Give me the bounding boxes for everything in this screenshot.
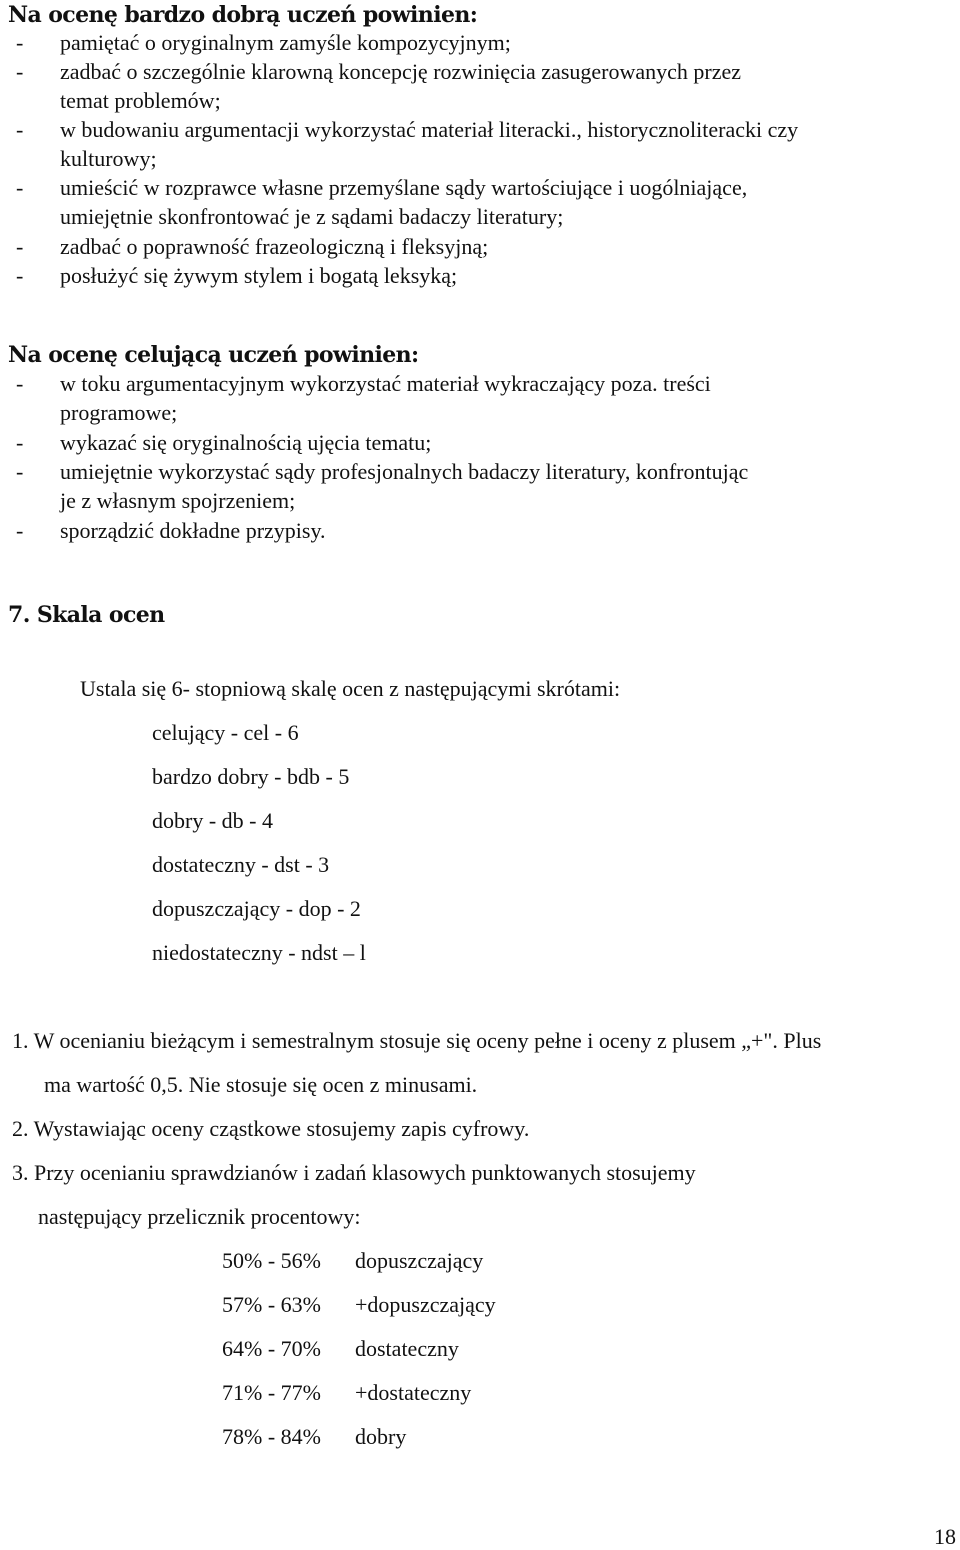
list-item-text: kulturowy; [60,146,157,171]
rule-continuation: ma wartość 0,5. Nie stosuje się ocen z minusami. [44,1072,478,1097]
very-good-heading: Na ocenę bardzo dobrą uczeń powinien: [8,2,478,28]
list-item-text: w budowaniu argumentacji wykorzystać materiał literacki., historycznoliteracki czy [60,117,799,142]
percent-grade: dobry [355,1424,407,1449]
list-dash: - [16,430,24,455]
list-dash: - [16,30,24,55]
rule-text: Wystawiając oceny cząstkowe stosujemy zapis cyfrowy. [33,1116,530,1141]
list-dash: - [16,459,24,484]
grade-scale-item: celujący - cel - 6 [152,720,299,745]
list-dash: - [16,263,24,288]
percent-range: 78% - 84% [222,1424,321,1449]
list-item-text: je z własnym spojrzeniem; [60,488,296,513]
percent-range: 57% - 63% [222,1292,321,1317]
list-item-text: wykazać się oryginalnością ujęcia tematu; [60,430,432,455]
excellent-heading: Na ocenę celującą uczeń powinien: [8,342,419,368]
grade-scale-item: dostateczny - dst - 3 [152,852,330,877]
rule-text: W ocenianiu bieżącym i semestralnym stosuje się oceny pełne i oceny z plusem „+". Plus [33,1028,822,1053]
numbered-rule [12,1116,529,1142]
percent-range: 71% - 77% [222,1380,321,1405]
list-item-text: umiejętnie skonfrontować je z sądami badaczy literatury; [60,204,564,229]
list-item-text: umieścić w rozprawce własne przemyślane sądy wartościujące i uogólniające, [60,175,748,200]
percent-scale-row [222,1380,471,1406]
list-dash: - [16,518,24,543]
page-number: 18 [934,1524,956,1549]
grade-scale-item: dobry - db - 4 [152,808,273,833]
list-dash: - [16,117,24,142]
list-item-text: w toku argumentacyjnym wykorzystać materiał wykraczający poza. treści [60,371,711,396]
list-item-text: posłużyć się żywym stylem i bogatą leksyką; [60,263,458,288]
list-dash: - [16,371,24,396]
percent-grade: +dopuszczający [355,1292,496,1317]
list-item-text: programowe; [60,400,178,425]
percent-range: 64% - 70% [222,1336,321,1361]
scale-intro: Ustala się 6- stopniową skalę ocen z następującymi skrótami: [80,676,621,701]
section-title: 7. Skala ocen [8,602,165,628]
percent-scale-row [222,1424,406,1450]
percent-scale-row [222,1336,459,1362]
rule-text: Przy ocenianiu sprawdzianów i zadań klasowych punktowanych stosujemy [34,1160,696,1185]
numbered-rule [12,1160,696,1186]
percent-range: 50% - 56% [222,1248,321,1273]
list-item-text: zadbać o szczególnie klarowną koncepcję rozwinięcia zasugerowanych przez [60,59,742,84]
list-dash: - [16,175,24,200]
grade-scale-item: bardzo dobry - bdb - 5 [152,764,350,789]
rule-number: 2. [12,1116,29,1141]
list-item-text: sporządzić dokładne przypisy. [60,518,326,543]
list-item-text: zadbać o poprawność frazeologiczną i fleksyjną; [60,234,489,259]
numbered-rule [12,1028,821,1054]
grade-scale-item: niedostateczny - ndst – l [152,940,366,965]
percent-grade: dopuszczający [355,1248,484,1273]
percent-grade: +dostateczny [355,1380,472,1405]
rule-continuation: następujący przelicznik procentowy: [38,1204,361,1229]
rule-number: 3. [12,1160,29,1185]
list-item-text: temat problemów; [60,88,221,113]
percent-grade: dostateczny [355,1336,459,1361]
rule-number: 1. [12,1028,29,1053]
list-item-text: pamiętać o oryginalnym zamyśle kompozycyjnym; [60,30,511,55]
grade-scale-item: dopuszczający - dop - 2 [152,896,361,921]
list-dash: - [16,59,24,84]
percent-scale-row [222,1248,483,1274]
list-item-text: umiejętnie wykorzystać sądy profesjonalnych badaczy literatury, konfrontując [60,459,749,484]
percent-scale-row [222,1292,496,1318]
list-dash: - [16,234,24,259]
